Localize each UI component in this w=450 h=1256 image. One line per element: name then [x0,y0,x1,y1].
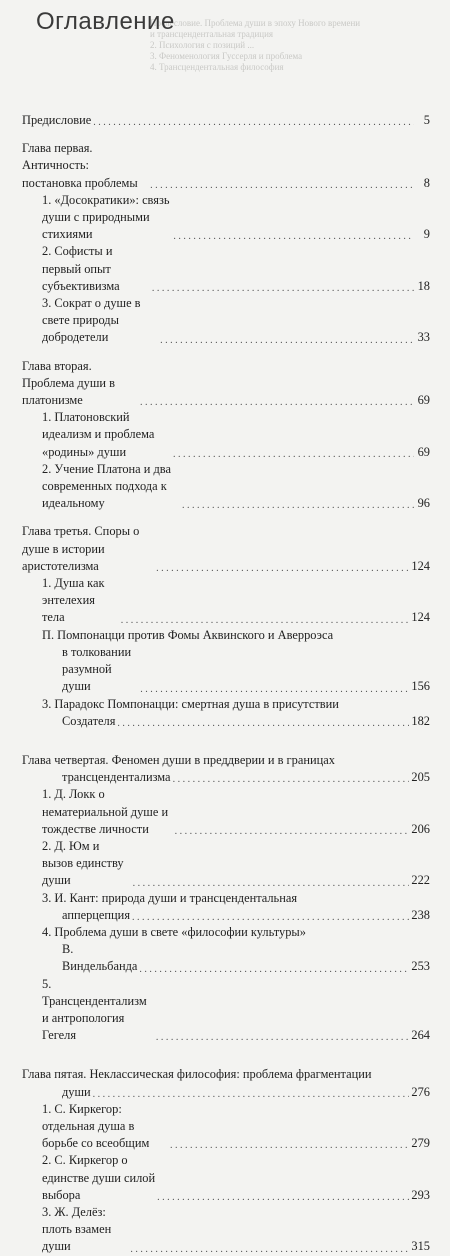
table-of-contents [22,112,430,1256]
dot-leader [150,179,414,189]
dot-leader [160,334,414,344]
toc-entry-row [22,976,430,1045]
toc-entry-row [22,140,430,192]
toc-section-preface [22,112,430,129]
page-number: 238 [411,907,430,922]
toc-entry-text: 1. Душа как энтелехия тела [42,576,105,625]
toc-entry[interactable] [22,976,430,1045]
toc-entry-row [22,786,430,838]
dot-leader [140,396,414,406]
toc-entry-continuation: души [62,1084,91,1099]
page-number: 276 [411,1084,430,1099]
toc-entry-text: 2. Учение Платона и два современных подхода к идеальному [42,461,171,511]
dot-leader [170,1139,409,1149]
toc-entry-row [22,112,430,129]
toc-entry-row [22,295,430,347]
toc-section-chapter-5 [22,1066,430,1255]
page-number: 69 [417,444,430,459]
toc-entry-row [22,1152,430,1204]
toc-entry[interactable] [22,409,430,461]
toc-entry-row [22,243,430,295]
dot-leader [157,1191,409,1201]
page-number: 124 [411,610,430,625]
toc-entry[interactable] [22,295,430,347]
dot-leader [173,230,414,240]
toc-entry-text: Предисловие [22,113,92,127]
page-number: 279 [411,1136,430,1151]
dot-leader [140,683,409,693]
toc-entry[interactable] [22,890,430,924]
page-number: 33 [417,330,430,345]
page-number: 222 [411,873,430,888]
bleed-through-text [150,18,440,73]
page-number: 264 [411,1028,430,1043]
toc-entry[interactable] [22,786,430,838]
dot-leader [152,282,414,292]
toc-entry-row [22,838,430,890]
toc-heading[interactable] [22,140,430,192]
toc-entry-text: П. Помпонацци против Фомы Аквинского и Аверроэса [42,627,334,642]
page-number: 18 [417,278,430,293]
page-number: 5 [423,113,430,127]
toc-entry-row [22,461,430,513]
dot-leader [133,877,410,887]
toc-entry[interactable] [22,924,430,976]
toc-entry-row [22,523,430,575]
toc-entry-text: 5. Трансцендентализм и антропология Гегеля [42,976,147,1043]
toc-section-chapter-4 [22,752,430,1044]
page-number: 156 [411,679,430,694]
toc-entry-text: Глава первая. Античность: постановка проблемы [22,141,138,190]
dot-leader [132,911,409,921]
page-number: 206 [411,821,430,836]
page-number: 124 [411,558,430,573]
toc-entry-text: Глава вторая. Проблема души в платонизме [22,358,115,408]
toc-entry-text: Глава третья. Споры о душе в истории аристотелизма [22,524,140,573]
ghost-line: и трансцендентальная традиция [150,29,274,39]
toc-entry[interactable] [22,192,430,244]
ghost-line: 3. Феноменология Гуссерля и проблема [150,51,303,61]
page-number: 96 [417,496,430,511]
toc-entry-text: 2. Софисты и первый опыт субъективизма [42,244,120,293]
page-number: 9 [423,227,430,242]
toc-heading[interactable] [22,112,430,129]
toc-heading[interactable] [22,1066,430,1100]
toc-entry-text: 3. И. Кант: природа души и трансцендентальная [42,890,298,905]
dot-leader [121,614,410,624]
toc-entry[interactable] [22,627,430,696]
toc-entry-text: 2. С. Киркегор о единстве души силой выбора [42,1153,156,1202]
toc-entry-row [22,409,430,461]
toc-heading[interactable] [22,752,430,786]
dot-leader [182,499,414,509]
toc-entry[interactable] [22,1152,430,1204]
dot-leader [93,116,414,126]
dot-leader [156,562,409,572]
toc-entry-text: 1. «Досократики»: связь души с природными стихиями [42,192,170,242]
toc-entry-continuation: в толковании разумной души [62,644,132,694]
toc-entry-text: 1. С. Киркегор: отдельная душа в борьбе со всеобщим [42,1101,150,1151]
toc-entry[interactable] [22,1101,430,1153]
dot-leader [93,1088,410,1098]
toc-section-chapter-3 [22,523,430,729]
dot-leader [117,717,409,727]
toc-entry-text: Глава четвертая. Феномен души в преддверии и в границах [22,752,335,767]
page-number: 8 [423,175,430,190]
toc-entry-row [22,644,430,696]
toc-entry[interactable] [22,575,430,627]
ghost-line: 4. Трансцендентальная философия [150,62,284,72]
toc-entry-row [22,575,430,627]
toc-entry[interactable] [22,696,430,730]
dot-leader [173,773,410,783]
toc-entry-row [22,1084,430,1101]
toc-entry-text: 3. Парадокс Помпонацци: смертная душа в присутствии [42,696,339,711]
toc-entry[interactable] [22,1204,430,1256]
toc-entry-continuation: В. Виндельбанда [62,942,138,974]
toc-entry-row [22,1101,430,1153]
page-number: 205 [411,770,430,785]
dot-leader [139,963,409,973]
page-number: 69 [417,393,430,408]
toc-entry-row [22,713,430,730]
toc-entry-continuation: трансцендентализма [62,770,171,785]
toc-section-chapter-2 [22,358,430,513]
ghost-line: 2. Психология с позиций ... [150,40,255,50]
toc-entry-text: 3. Сократ о душе в свете природы добродетели [42,296,141,345]
ghost-line: Послесловие. Проблема души в эпоху Нового времени [150,18,361,28]
page-number: 182 [411,713,430,728]
toc-entry-text: Глава пятая. Неклассическая философия: проблема фрагментации [22,1067,372,1082]
toc-entry-text: 1. Платоновский идеализм и проблема «родины» души [42,410,155,459]
toc-heading[interactable] [22,523,430,575]
dot-leader [175,825,410,835]
toc-heading[interactable] [22,358,430,410]
page-number: 315 [411,1239,430,1254]
toc-entry-continuation: Создателя [62,713,116,728]
toc-entry-text: 4. Проблема души в свете «философии культуры» [42,924,306,939]
toc-entry-text: 1. Д. Локк о нематериальной душе и тождестве личности [42,787,169,836]
toc-entry-row [22,1204,430,1256]
toc-section-chapter-1 [22,140,430,346]
toc-entry-text: 3. Ж. Делёз: плоть взамен души [42,1204,112,1254]
page-title: Оглавление [36,8,175,35]
toc-entry-row [22,192,430,244]
toc-entry-continuation: апперцепция [62,907,131,922]
page-number: 253 [411,959,430,974]
toc-entry[interactable] [22,243,430,295]
toc-entry-row [22,769,430,786]
toc-entry[interactable] [22,461,430,513]
toc-entry-row [22,907,430,924]
toc-entry-row [22,358,430,410]
dot-leader [173,448,414,458]
toc-entry-text: 2. Д. Юм и вызов единству души [42,838,124,888]
toc-entry[interactable] [22,838,430,890]
dot-leader [156,1031,409,1041]
page-number: 293 [411,1187,430,1202]
toc-entry-row [22,941,430,975]
dot-leader [130,1243,409,1253]
